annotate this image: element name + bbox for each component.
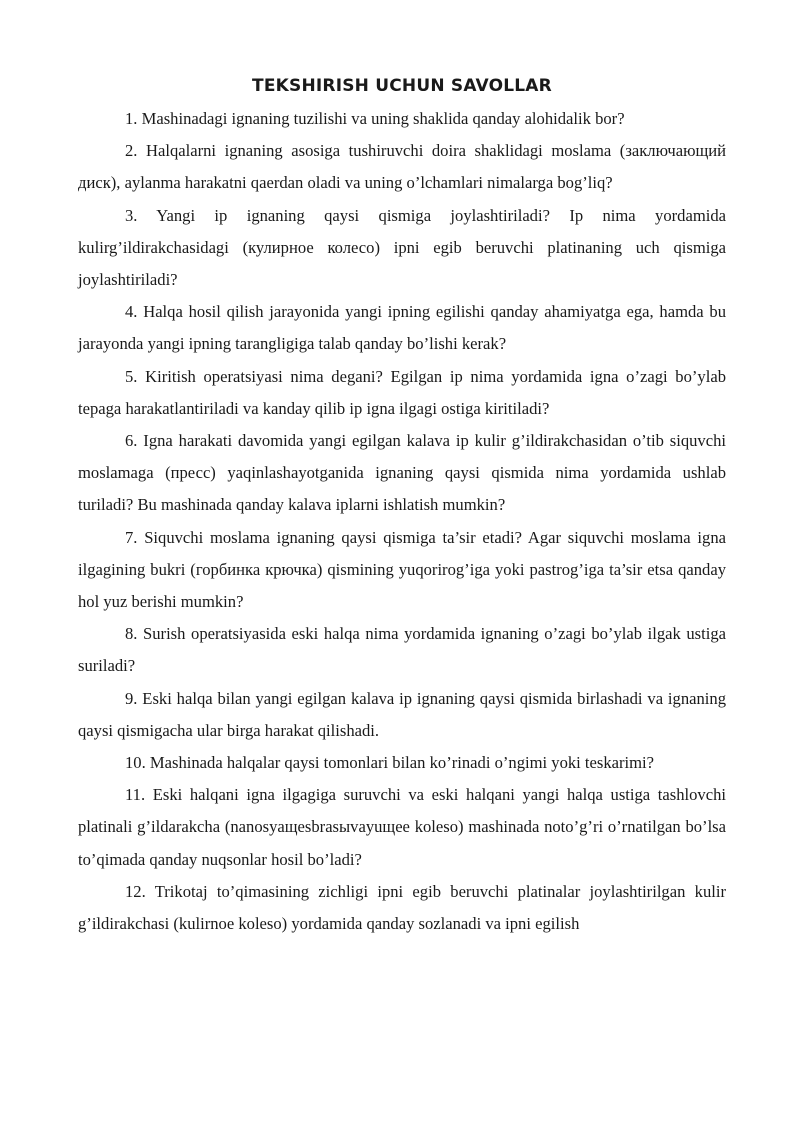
question-2: 2. Halqalarni ignaning asosiga tushiruvchi doira shaklidagi moslama (заключающий диск), aylanma harakatni qaerdan oladi va uning o’lchamlari nimalarga bog’liq? [78, 141, 726, 193]
page-title: TEKSHIRISH UCHUN SAVOLLAR [252, 76, 552, 96]
question-list [78, 103, 726, 940]
question-12: 12. Trikotaj to’qimasining zichligi ipni egib beruvchi platinalar joylashtirilgan kulir g’ildirakchasi (kulirnoe koleso) yordamida qanday sozlanadi va ipni egilish [78, 881, 726, 934]
document-page [78, 76, 726, 940]
question-7: 7. Siquvchi moslama ignaning qaysi qismiga ta’sir etadi? Agar siquvchi moslama igna ilgagining bukri (горбинка крючка) qismining yuqorirog’iga yoki pastrog’iga ta’sir etsa qanday hol yuz berishi mumkin? [78, 527, 726, 612]
question-6: 6. Igna harakati davomida yangi egilgan kalava ip kulir g’ildirakchasidan o’tib siquvchi moslamaga (пресс) yaqinlashayotganida ignaning qaysi qismida nima yordamida ushlab turiladi? Bu mashinada qanday kalava iplarni ishlatish mumkin? [78, 431, 726, 515]
question-1: 1. Mashinadagi ignaning tuzilishi va uning shaklida qanday alohidalik bor? [125, 109, 625, 128]
question-8: 8. Surish operatsiyasida eski halqa nima yordamida ignaning o’zagi bo’ylab ilgak ustiga suriladi? [78, 624, 726, 676]
question-4: 4. Halqa hosil qilish jarayonida yangi ipning egilishi qanday ahamiyatga ega, hamda bu jarayonda yangi ipning tarangligiga talab qanday bo’lishi kerak? [78, 302, 726, 354]
question-3: 3. Yangi ip ignaning qaysi qismiga joylashtiriladi? Ip nima yordamida kulirg’ildirakchasidagi (кулирное колесо) ipni egib beruvchi platinaning uch qismiga joylashtiriladi? [78, 205, 726, 290]
question-5: 5. Kiritish operatsiyasi nima degani? Egilgan ip nima yordamida igna o’zagi bo’ylab tepaga harakatlantiriladi va kanday qilib ip igna ilgagi ostiga kiritiladi? [78, 366, 726, 418]
question-11: 11. Eski halqani igna ilgagiga suruvchi va eski halqani yangi halqa ustiga tashlovchi platinali g’ildarakcha (nanosyaщesbrasыvayuщee koleso) mashinada noto’g’ri o’rnatilgan bo’lsa to’qimada qanday nuqsonlar hosil bo’ladi? [78, 785, 726, 869]
question-10: 10. Mashinada halqalar qaysi tomonlari bilan ko’rinadi o’ngimi yoki teskarimi? [125, 753, 655, 773]
question-9: 9. Eski halqa bilan yangi egilgan kalava ip ignaning qaysi qismida birlashadi va ignaning qaysi qismigacha ular birga harakat qilishadi. [78, 688, 726, 740]
